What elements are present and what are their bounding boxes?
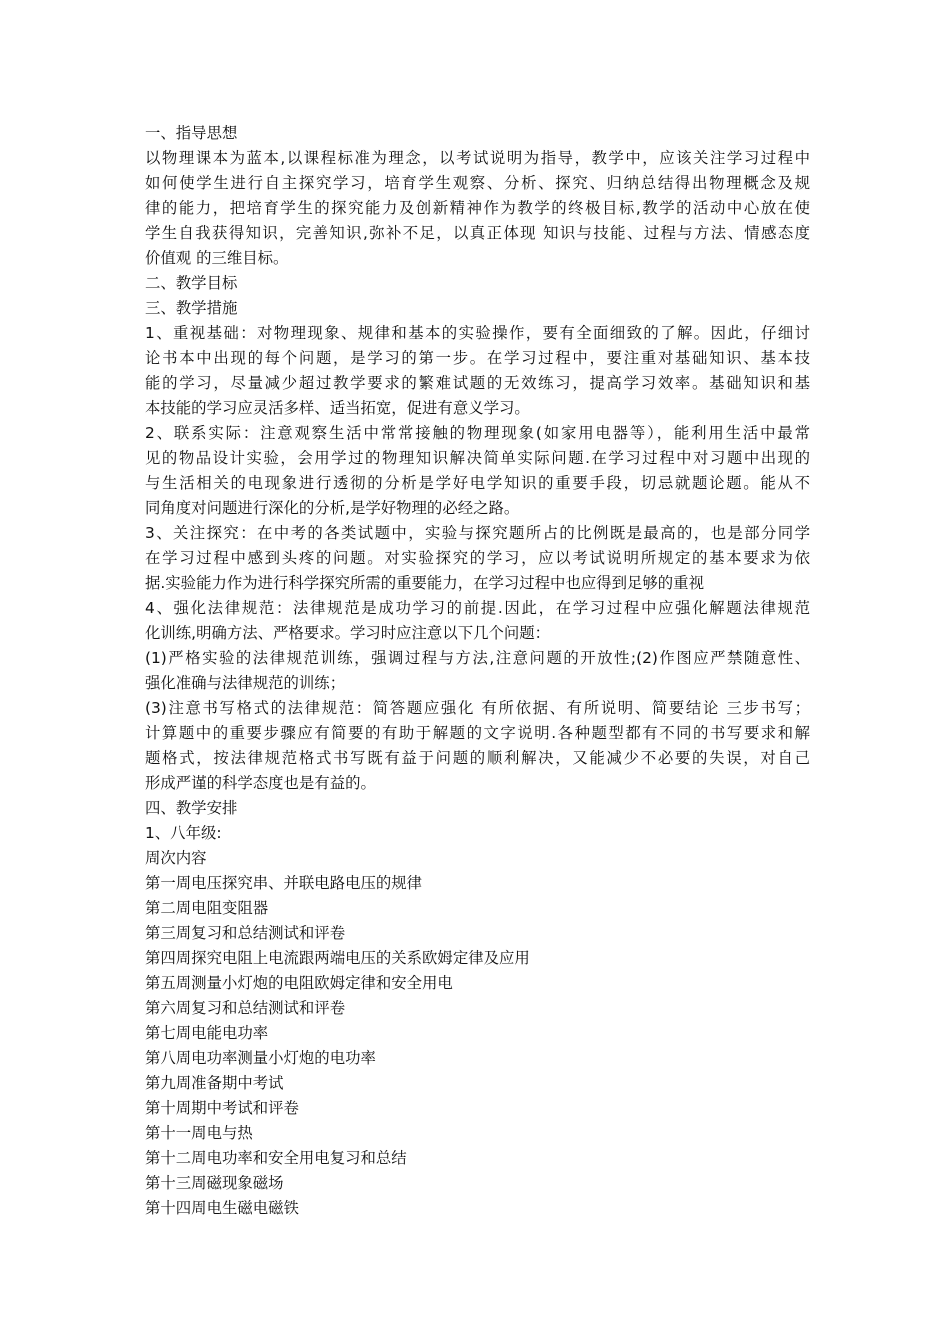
schedule-item: 第七周电能电功率	[145, 1024, 269, 1042]
heading-teaching-schedule: 四、教学安排	[145, 799, 238, 817]
paragraph-line: (1)严格实验的法律规范训练，强调过程与方法,注意问题的开放性;(2)作图应严禁随意性、	[145, 649, 810, 667]
paragraph-line: 1、重视基础：对物理现象、规律和基本的实验操作，要有全面细致的了解。因此，仔细讨	[145, 324, 810, 342]
paragraph-line: 律的能力，把培育学生的探究能力及创新精神作为教学的终极目标,教学的活动中心放在使	[145, 199, 810, 217]
schedule-item: 第十四周电生磁电磁铁	[145, 1199, 299, 1217]
heading-guiding-ideology: 一、指导思想	[145, 124, 238, 142]
schedule-item: 第一周电压探究串、并联电路电压的规律	[145, 874, 423, 892]
schedule-item: 第十周期中考试和评卷	[145, 1099, 299, 1117]
paragraph-line: 4、强化法律规范：法律规范是成功学习的前提.因此，在学习过程中应强化解题法律规范	[145, 599, 810, 617]
paragraph-line: 2、联系实际：注意观察生活中常常接触的物理现象(如家用电器等），能利用生活中最常	[145, 424, 810, 442]
paragraph-line: 论书本中出现的每个问题，是学习的第一步。在学习过程中，要注重对基础知识、基本技	[145, 349, 810, 367]
paragraph-line: 同角度对问题进行深化的分析,是学好物理的必经之路。	[145, 499, 520, 517]
paragraph-line: 以物理课本为蓝本,以课程标准为理念，以考试说明为指导，教学中，应该关注学习过程中	[145, 149, 810, 167]
paragraph-line: 化训练,明确方法、严格要求。学习时应注意以下几个问题：	[145, 624, 551, 642]
schedule-item: 第六周复习和总结测试和评卷	[145, 999, 346, 1017]
paragraph-line: 如何使学生进行自主探究学习，培育学生观察、分析、探究、归纳总结得出物理概念及规	[145, 174, 810, 192]
paragraph-line: (3)注意书写格式的法律规范：简答题应强化 有所依据、有所说明、简要结论 三步书写；	[145, 699, 810, 717]
paragraph-line: 本技能的学习应灵活多样、适当拓宽，促进有意义学习。	[145, 399, 530, 417]
paragraph-line: 在学习过程中感到头疼的问题。对实验探究的学习，应以考试说明所规定的基本要求为依	[145, 549, 810, 567]
paragraph-line: 学生自我获得知识，完善知识,弥补不足，以真正体现 知识与技能、过程与方法、情感态度	[145, 224, 810, 242]
paragraph-line: 见的物品设计实验，会用学过的物理知识解决简单实际问题.在学习过程中对习题中出现的	[145, 449, 810, 467]
paragraph-line: 强化准确与法律规范的训练；	[145, 674, 346, 692]
heading-teaching-goals: 二、教学目标	[145, 274, 238, 292]
schedule-item: 第四周探究电阻上电流跟两端电压的关系欧姆定律及应用	[145, 949, 530, 967]
heading-teaching-measures: 三、教学措施	[145, 299, 238, 317]
schedule-item: 第十一周电与热	[145, 1124, 253, 1142]
schedule-item: 第五周测量小灯炮的电阻欧姆定律和安全用电	[145, 974, 453, 992]
schedule-item: 第十二周电功率和安全用电复习和总结	[145, 1149, 407, 1167]
paragraph-line: 与生活相关的电现象进行透彻的分析是学好电学知识的重要手段，切忌就题论题。能从不	[145, 474, 810, 492]
subheading-grade-eight: 1、八年级:	[145, 824, 222, 842]
schedule-header: 周次内容	[145, 849, 207, 867]
paragraph-line: 价值观 的三维目标。	[145, 249, 289, 267]
paragraph-line: 据.实验能力作为进行科学探究所需的重要能力，在学习过程中也应得到足够的重视	[145, 574, 704, 592]
document-body	[145, 121, 810, 1221]
schedule-item: 第九周准备期中考试	[145, 1074, 284, 1092]
schedule-item: 第三周复习和总结测试和评卷	[145, 924, 346, 942]
paragraph-line: 计算题中的重要步骤应有简要的有助于解题的文字说明.各种题型都有不同的书写要求和解	[145, 724, 810, 742]
schedule-item: 第八周电功率测量小灯炮的电功率	[145, 1049, 376, 1067]
schedule-item: 第十三周磁现象磁场	[145, 1174, 284, 1192]
paragraph-line: 能的学习，尽量减少超过教学要求的繁难试题的无效练习，提高学习效率。基础知识和基	[145, 374, 810, 392]
paragraph-line: 形成严谨的科学态度也是有益的。	[145, 774, 376, 792]
paragraph-line: 题格式，按法律规范格式书写既有益于问题的顺利解决，又能减少不必要的失误，对自己	[145, 749, 810, 767]
paragraph-line: 3、关注探究：在中考的各类试题中，实验与探究题所占的比例既是最高的，也是部分同学	[145, 524, 810, 542]
schedule-item: 第二周电阻变阻器	[145, 899, 269, 917]
